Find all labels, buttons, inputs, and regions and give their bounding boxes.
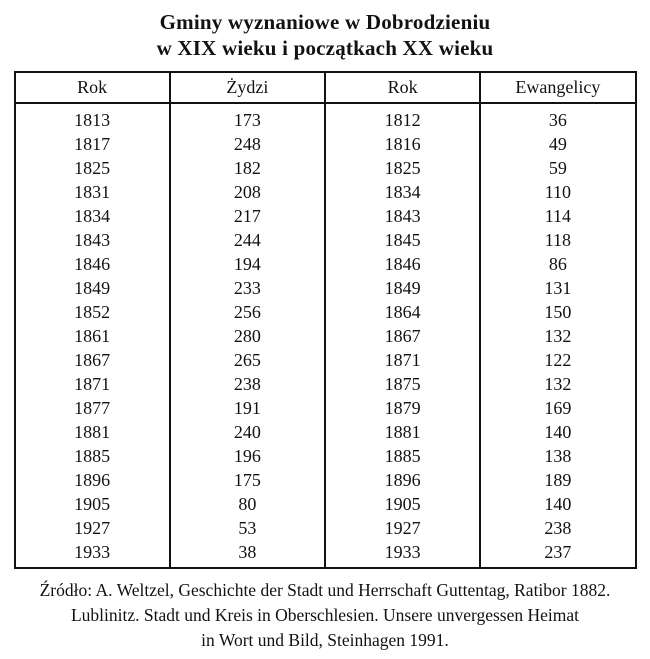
table-cell: 169 <box>480 396 635 420</box>
table-header-row <box>15 72 636 103</box>
column-header-ewangelicy: Ewangelicy <box>480 72 635 103</box>
table-cell: 1825 <box>325 156 480 180</box>
table-cell: 138 <box>480 444 635 468</box>
table-cell: 1817 <box>15 132 170 156</box>
religious-communities-table <box>14 71 637 569</box>
table-cell: 175 <box>170 468 325 492</box>
table-cell: 1885 <box>15 444 170 468</box>
table-cell: 208 <box>170 180 325 204</box>
table-cell: 53 <box>170 516 325 540</box>
table-cell: 196 <box>170 444 325 468</box>
table-cell: 1879 <box>325 396 480 420</box>
table-row <box>15 444 636 468</box>
table-cell: 1927 <box>325 516 480 540</box>
table-cell: 240 <box>170 420 325 444</box>
page-title-line-1: Gminy wyznaniowe w Dobrodzieniu <box>159 10 491 34</box>
table-cell: 238 <box>170 372 325 396</box>
table-cell: 38 <box>170 540 325 568</box>
table-cell: 150 <box>480 300 635 324</box>
table-cell: 1881 <box>15 420 170 444</box>
table-cell: 1867 <box>15 348 170 372</box>
table-row <box>15 516 636 540</box>
table-row <box>15 228 636 252</box>
table-cell: 182 <box>170 156 325 180</box>
table-cell: 1845 <box>325 228 480 252</box>
table-cell: 1896 <box>325 468 480 492</box>
table-row <box>15 372 636 396</box>
table-cell: 1834 <box>325 180 480 204</box>
table-cell: 237 <box>480 540 635 568</box>
table-cell: 1861 <box>15 324 170 348</box>
table-cell: 1885 <box>325 444 480 468</box>
table-row <box>15 324 636 348</box>
table-row <box>15 492 636 516</box>
table-cell: 86 <box>480 252 635 276</box>
column-header-rok-2: Rok <box>325 72 480 103</box>
table-cell: 1933 <box>325 540 480 568</box>
table-cell: 110 <box>480 180 635 204</box>
table-cell: 238 <box>480 516 635 540</box>
table-cell: 217 <box>170 204 325 228</box>
source-note <box>0 578 650 653</box>
table-cell: 131 <box>480 276 635 300</box>
table-cell: 194 <box>170 252 325 276</box>
table-cell: 173 <box>170 103 325 132</box>
table-row <box>15 300 636 324</box>
page-title-line-2: w XIX wieku i początkach XX wieku <box>156 36 494 60</box>
page-title <box>0 9 650 61</box>
table-row <box>15 276 636 300</box>
table-row <box>15 204 636 228</box>
table-cell: 265 <box>170 348 325 372</box>
table-cell: 59 <box>480 156 635 180</box>
table-row <box>15 156 636 180</box>
table-cell: 1852 <box>15 300 170 324</box>
table-cell: 140 <box>480 492 635 516</box>
table-cell: 1849 <box>325 276 480 300</box>
table-cell: 1927 <box>15 516 170 540</box>
table-cell: 1864 <box>325 300 480 324</box>
table-row <box>15 103 636 132</box>
table-cell: 132 <box>480 324 635 348</box>
table-cell: 1896 <box>15 468 170 492</box>
table-cell: 132 <box>480 372 635 396</box>
table-cell: 1825 <box>15 156 170 180</box>
table-cell: 36 <box>480 103 635 132</box>
table-cell: 1843 <box>15 228 170 252</box>
table-cell: 189 <box>480 468 635 492</box>
table-row <box>15 252 636 276</box>
table-cell: 118 <box>480 228 635 252</box>
table-cell: 1831 <box>15 180 170 204</box>
source-note-line-3: in Wort und Bild, Steinhagen 1991. <box>201 630 449 650</box>
table-cell: 49 <box>480 132 635 156</box>
table-row <box>15 540 636 568</box>
table-cell: 1867 <box>325 324 480 348</box>
source-note-line-2: Lublinitz. Stadt und Kreis in Oberschlesien. Unsere unvergessen Heimat <box>70 605 580 625</box>
table-cell: 1875 <box>325 372 480 396</box>
table-row <box>15 180 636 204</box>
table-header <box>15 72 636 103</box>
source-note-line-1: Źródło: A. Weltzel, Geschichte der Stadt und Herrschaft Guttentag, Ratibor 1882. <box>39 580 611 600</box>
table-row <box>15 348 636 372</box>
table-cell: 1871 <box>15 372 170 396</box>
table-row <box>15 420 636 444</box>
table-row <box>15 132 636 156</box>
table-body <box>15 103 636 568</box>
table-cell: 1834 <box>15 204 170 228</box>
table-cell: 1933 <box>15 540 170 568</box>
table-row <box>15 468 636 492</box>
table-cell: 1812 <box>325 103 480 132</box>
table-cell: 1843 <box>325 204 480 228</box>
table-cell: 1813 <box>15 103 170 132</box>
table-cell: 114 <box>480 204 635 228</box>
table-cell: 1905 <box>15 492 170 516</box>
table-cell: 248 <box>170 132 325 156</box>
table-cell: 1871 <box>325 348 480 372</box>
table-cell: 80 <box>170 492 325 516</box>
table-cell: 256 <box>170 300 325 324</box>
table-cell: 1849 <box>15 276 170 300</box>
table-cell: 1905 <box>325 492 480 516</box>
table-cell: 1877 <box>15 396 170 420</box>
table-cell: 1846 <box>15 252 170 276</box>
table-cell: 122 <box>480 348 635 372</box>
table-cell: 280 <box>170 324 325 348</box>
column-header-rok-1: Rok <box>15 72 170 103</box>
table-cell: 1816 <box>325 132 480 156</box>
table-cell: 1881 <box>325 420 480 444</box>
table-row <box>15 396 636 420</box>
table-cell: 191 <box>170 396 325 420</box>
column-header-zydzi: Żydzi <box>170 72 325 103</box>
table-cell: 244 <box>170 228 325 252</box>
table-cell: 1846 <box>325 252 480 276</box>
table-cell: 140 <box>480 420 635 444</box>
table-cell: 233 <box>170 276 325 300</box>
